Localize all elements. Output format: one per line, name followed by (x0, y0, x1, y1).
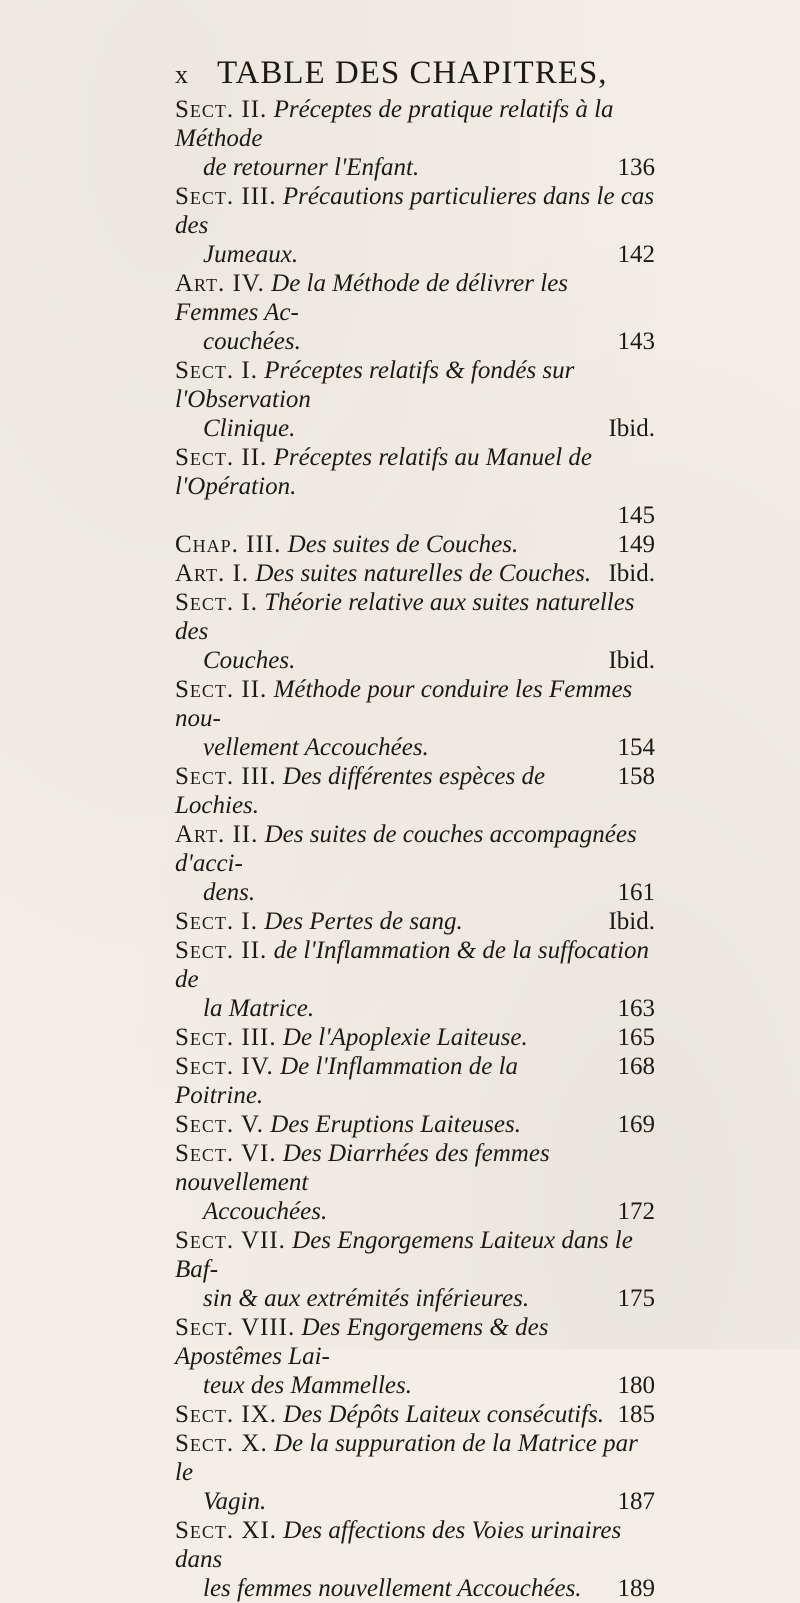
entry-label: Art. II. (175, 821, 259, 848)
toc-entry (175, 1139, 655, 1226)
entry-page: 142 (617, 241, 655, 268)
entry-label: Sect. IX. (175, 1401, 278, 1428)
entry-page: 158 (617, 763, 655, 790)
entry-page: 175 (617, 1285, 655, 1312)
entry-title: Préceptes relatifs au Manuel de l'Opération. (175, 444, 592, 500)
entry-title-cont: Couches. (203, 647, 296, 674)
entry-title-cont: sin & aux extrémités inférieures. (203, 1285, 530, 1312)
page-folio: x (175, 60, 189, 89)
entry-title: De l'Apoplexie Laiteuse. (282, 1024, 528, 1051)
entry-title: Des Pertes de sang. (264, 908, 463, 935)
entry-title: de l'Inflammation & de la suffocation de (175, 937, 650, 993)
entry-label: Sect. III. (175, 183, 277, 210)
toc-entry (175, 1313, 655, 1400)
entry-page: 143 (617, 328, 655, 355)
entry-title: Des suites de couches accompagnées d'acci- (175, 821, 637, 877)
entry-page: 149 (617, 531, 655, 558)
entry-title-cont: Clinique. (203, 415, 296, 442)
toc-entry (175, 675, 655, 762)
toc-entry (175, 1516, 655, 1603)
entry-label: Sect. III. (175, 763, 277, 790)
entry-title: Des Engorgemens & des Apostêmes Lai- (175, 1314, 549, 1370)
entry-title: Des affections des Voies urinaires dans (175, 1517, 622, 1573)
toc-entry (175, 820, 655, 907)
entry-page: 165 (617, 1024, 655, 1051)
entry-page: 136 (617, 154, 655, 181)
entry-label: Sect. II. (175, 96, 268, 123)
entry-page: 187 (617, 1488, 655, 1515)
entry-page: 163 (617, 995, 655, 1022)
running-title: TABLE DES CHAPITRES, (217, 55, 608, 91)
entry-title: Préceptes de pratique relatifs à la Méthode (175, 96, 614, 152)
toc-entry (175, 530, 655, 559)
toc-entry (175, 1110, 655, 1139)
entry-title: Méthode pour conduire les Femmes nou- (175, 676, 633, 732)
entry-title: Des Eruptions Laiteuses. (270, 1111, 521, 1138)
entry-title-cont: Accouchées. (203, 1198, 328, 1225)
table-of-contents (175, 95, 655, 1603)
entry-title-cont: couchées. (203, 328, 301, 355)
entry-title: Des Diarrhées des femmes nouvellement (175, 1140, 550, 1196)
entry-page: Ibid. (608, 560, 655, 587)
entry-title-cont: Vagin. (203, 1488, 267, 1515)
entry-title-cont: teux des Mammelles. (203, 1372, 412, 1399)
entry-page: Ibid. (608, 415, 655, 442)
entry-page: 154 (617, 734, 655, 761)
entry-title-cont: Jumeaux. (203, 241, 299, 268)
toc-entry (175, 907, 655, 936)
toc-entry (175, 1226, 655, 1313)
entry-label: Sect. VIII. (175, 1314, 296, 1341)
entry-page: 180 (617, 1372, 655, 1399)
entry-page: Ibid. (608, 647, 655, 674)
entry-page: 185 (617, 1401, 655, 1428)
page-header (175, 55, 655, 92)
toc-entry (175, 588, 655, 675)
toc-entry (175, 1052, 655, 1110)
entry-label: Art. IV. (175, 270, 265, 297)
toc-entry (175, 182, 655, 269)
entry-title-cont: la Matrice. (203, 995, 315, 1022)
entry-title: Des différentes espèces de Lochies. (175, 763, 546, 819)
entry-label: Sect. IV. (175, 1053, 274, 1080)
entry-label: Sect. II. (175, 444, 268, 471)
entry-page: 168 (617, 1053, 655, 1080)
entry-title: Des suites de Couches. (287, 531, 519, 558)
entry-page: 172 (617, 1198, 655, 1225)
toc-entry (175, 269, 655, 356)
entry-label: Sect. II. (175, 676, 268, 703)
entry-title: Des suites naturelles de Couches. (255, 560, 592, 587)
toc-entry (175, 1400, 655, 1429)
entry-title-cont: les femmes nouvellement Accouchées. (203, 1575, 582, 1602)
entry-page: Ibid. (608, 908, 655, 935)
entry-title: De l'Inflammation de la Poitrine. (175, 1053, 519, 1109)
entry-title-cont: dens. (203, 879, 256, 906)
entry-title: De la suppuration de la Matrice par le (175, 1430, 638, 1486)
entry-label: Art. I. (175, 560, 250, 587)
entry-label: Sect. III. (175, 1024, 277, 1051)
entry-title: Précautions particulieres dans le cas des (175, 183, 655, 239)
entry-label: Sect. VII. (175, 1227, 286, 1254)
entry-title: Théorie relative aux suites naturelles des (175, 589, 635, 645)
toc-entry (175, 443, 655, 530)
entry-page: 189 (617, 1575, 655, 1602)
entry-label: Sect. XI. (175, 1517, 278, 1544)
entry-title: Préceptes relatifs & fondés sur l'Observation (175, 357, 575, 413)
entry-title-cont: vellement Accouchées. (203, 734, 429, 761)
toc-entry (175, 936, 655, 1023)
entry-label: Sect. VI. (175, 1140, 277, 1167)
entry-title: Des Dépôts Laiteux consécutifs. (283, 1401, 605, 1428)
entry-title: Des Engorgemens Laiteux dans le Baf- (175, 1227, 633, 1283)
toc-entry (175, 1023, 655, 1052)
entry-page: 161 (617, 879, 655, 906)
entry-page: 169 (617, 1111, 655, 1138)
toc-entry (175, 356, 655, 443)
entry-title: De la Méthode de délivrer les Femmes Ac- (175, 270, 569, 326)
entry-label: Sect. I. (175, 589, 258, 616)
entry-label: Chap. III. (175, 531, 282, 558)
entry-label: Sect. I. (175, 357, 258, 384)
toc-entry (175, 559, 655, 588)
entry-label: Sect. X. (175, 1430, 268, 1457)
toc-entry (175, 762, 655, 820)
entry-page: 145 (617, 502, 655, 529)
entry-label: Sect. II. (175, 937, 268, 964)
toc-entry (175, 95, 655, 182)
entry-label: Sect. I. (175, 908, 258, 935)
toc-entry (175, 1429, 655, 1516)
entry-title-cont: de retourner l'Enfant. (203, 154, 420, 181)
entry-label: Sect. V. (175, 1111, 265, 1138)
